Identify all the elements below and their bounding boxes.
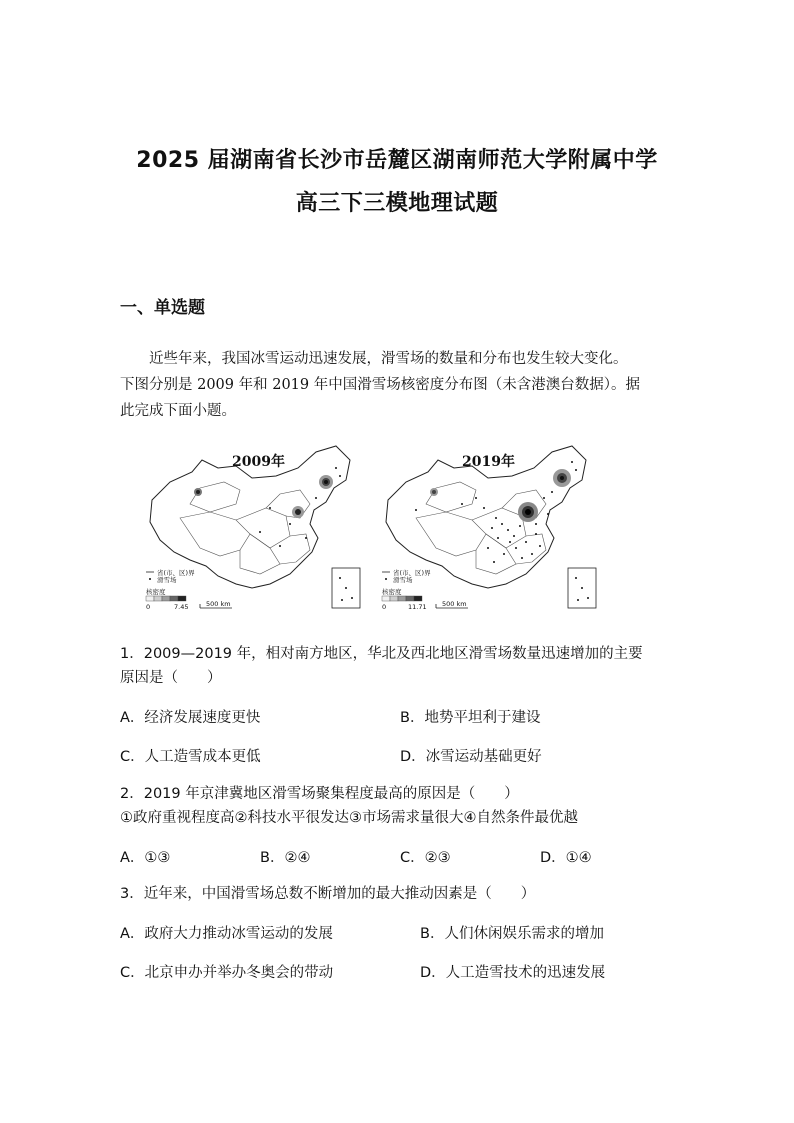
map-2009 bbox=[140, 438, 365, 614]
question-3-line-1: 3．近年来，中国滑雪场总数不断增加的最大推动因素是（ ） bbox=[120, 886, 536, 902]
map-2019-density-min: 0 bbox=[382, 603, 387, 611]
map-2019-legend-ski: 滑雪场 bbox=[393, 576, 413, 584]
map-2009-legend-ski: 滑雪场 bbox=[157, 576, 177, 584]
map-2009-year-label: 2009年 bbox=[232, 454, 285, 470]
page-title-line-2: 高三下三模地理试题 bbox=[295, 191, 499, 216]
question-1-stem bbox=[120, 642, 643, 690]
page-title-line-1: 2025 届湖南省长沙市岳麓区湖南师范大学附属中学 bbox=[136, 148, 658, 173]
question-3-option-b[interactable]: B．人们休闲娱乐需求的增加 bbox=[420, 926, 604, 942]
map-2019-legend-boundary: 省(市、区)界 bbox=[393, 569, 431, 577]
intro-line-2: 下图分别是 2009 年和 2019 年中国滑雪场核密度分布图（未含港澳台数据）。据 bbox=[120, 377, 640, 393]
section-heading: 一、单选题 bbox=[120, 298, 205, 318]
question-1-option-d[interactable]: D．冰雪运动基础更好 bbox=[400, 749, 542, 765]
ski-resort-density-maps bbox=[140, 438, 610, 614]
question-1-option-a[interactable]: A．经济发展速度更快 bbox=[120, 710, 261, 726]
map-2019-legend-density: 核密度 bbox=[382, 588, 402, 596]
question-3-option-d[interactable]: D．人工造雪技术的迅速发展 bbox=[420, 965, 606, 981]
map-2019 bbox=[376, 438, 601, 614]
question-2-stem bbox=[120, 782, 578, 830]
map-2009-density-max: 7.45 bbox=[174, 603, 189, 611]
question-2-option-b[interactable]: B．②④ bbox=[260, 850, 311, 866]
intro-paragraph bbox=[120, 346, 680, 424]
question-1-option-c[interactable]: C．人工造雪成本更低 bbox=[120, 749, 261, 765]
question-3-stem bbox=[120, 882, 535, 906]
map-2019-year-label: 2019年 bbox=[462, 454, 515, 470]
question-1-option-b[interactable]: B．地势平坦利于建设 bbox=[400, 710, 541, 726]
map-2009-legend-density: 核密度 bbox=[146, 588, 166, 596]
map-2019-density-max: 11.71 bbox=[408, 603, 427, 611]
question-2-option-a[interactable]: A．①③ bbox=[120, 850, 171, 866]
question-1-line-2: 原因是（ ） bbox=[120, 670, 222, 686]
map-2009-legend-boundary: 省(市、区)界 bbox=[157, 569, 195, 577]
map-2009-scale: 500 km bbox=[206, 600, 231, 608]
intro-line-3: 此完成下面小题。 bbox=[120, 403, 236, 419]
question-3-option-a[interactable]: A．政府大力推动冰雪运动的发展 bbox=[120, 926, 333, 942]
question-2-option-c[interactable]: C．②③ bbox=[400, 850, 451, 866]
map-2009-density-min: 0 bbox=[146, 603, 151, 611]
question-2-line-2: ①政府重视程度高②科技水平很发达③市场需求量很大④自然条件最优越 bbox=[120, 810, 578, 826]
question-2-line-1: 2．2019 年京津冀地区滑雪场聚集程度最高的原因是（ ） bbox=[120, 786, 519, 802]
question-2-option-d[interactable]: D．①④ bbox=[540, 850, 592, 866]
question-1-line-1: 1．2009—2019 年，相对南方地区，华北及西北地区滑雪场数量迅速增加的主要 bbox=[120, 646, 643, 662]
map-2019-scale: 500 km bbox=[442, 600, 467, 608]
question-3-option-c[interactable]: C．北京申办并举办冬奥会的带动 bbox=[120, 965, 334, 981]
intro-line-1: 近些年来，我国冰雪运动迅速发展，滑雪场的数量和分布也发生较大变化。 bbox=[149, 351, 628, 367]
